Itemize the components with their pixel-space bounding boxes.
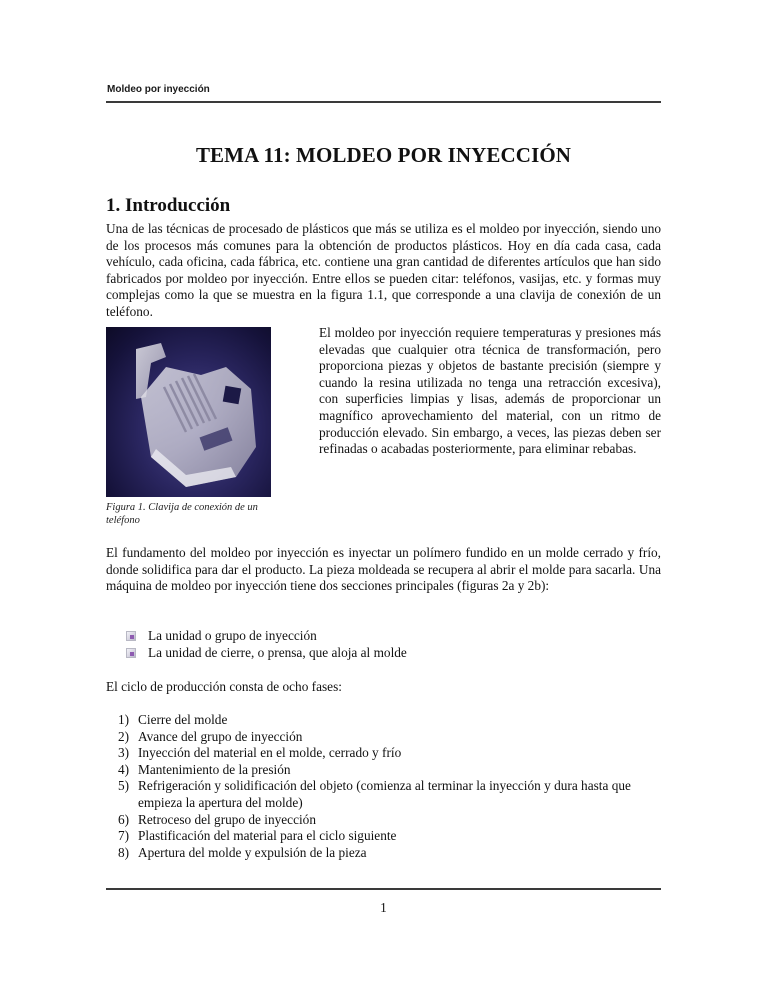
step-text: Cierre del molde [138, 712, 228, 727]
image-bullet-icon [126, 648, 136, 658]
connector-photo [106, 327, 271, 497]
section-heading: 1. Introducción [106, 195, 231, 216]
header-rule [106, 101, 661, 103]
running-header: Moldeo por inyección [107, 84, 210, 95]
step-item [118, 778, 661, 811]
machine-sections-list [126, 628, 407, 661]
step-item [118, 745, 661, 762]
step-number: 4) [118, 761, 130, 777]
figure-1 [106, 327, 271, 527]
step-number: 7) [118, 828, 130, 844]
requirements-paragraph: El moldeo por inyección requiere temperaturas y presiones más elevadas que cualquier otra técnica de transformación, pero proporciona piezas y objetos de bastante precisión (siempre y cuando la resina utilizada no tenga una retracción excesiva), con superficies limpias y lisas, además de proporcionar un magnífico aprovechamiento del material, con un ritmo de producción elevado. Sin embargo, a veces, las piezas deben ser refinadas o acabadas posteriormente, para eliminar rebabas. [319, 325, 661, 457]
telephone-connector-image [106, 327, 271, 497]
footer-rule [106, 888, 661, 890]
step-text: Apertura del molde y expulsión de la pieza [138, 844, 367, 860]
step-text: Refrigeración y solidificación del objeto (comienza al terminar la inyección y dura hasta que empieza la apertura del molde) [138, 778, 631, 810]
list-item [126, 628, 407, 645]
step-number: 3) [118, 745, 130, 761]
cycle-intro-paragraph: El ciclo de producción consta de ocho fases: [106, 679, 342, 694]
figure-caption: Figura 1. Clavija de conexión de un teléfono [106, 502, 258, 526]
page-title: TEMA 11: MOLDEO POR INYECCIÓN [195, 143, 572, 167]
list-item-text: La unidad o grupo de inyección [148, 628, 317, 643]
step-text: Mantenimiento de la presión [138, 761, 291, 777]
step-text: Inyección del material en el molde, cerrado y frío [138, 745, 402, 761]
step-number: 2) [118, 728, 130, 744]
step-text: Retroceso del grupo de inyección [138, 811, 316, 827]
step-number: 1) [118, 712, 130, 727]
list-item [126, 645, 407, 662]
production-cycle-steps [118, 712, 661, 861]
step-item [118, 762, 661, 779]
page-number: 1 [380, 900, 387, 915]
step-item [118, 845, 661, 862]
list-item-text: La unidad de cierre, o prensa, que aloja al molde [148, 644, 407, 660]
step-text: Avance del grupo de inyección [138, 728, 303, 744]
step-item [118, 712, 661, 729]
step-item [118, 812, 661, 829]
step-number: 6) [118, 811, 130, 827]
step-item [118, 828, 661, 845]
image-bullet-icon [126, 631, 136, 641]
intro-paragraph: Una de las técnicas de procesado de plásticos que más se utiliza es el moldeo por inyección, siendo uno de los procesos más comunes para la obtención de productos plásticos. Hoy en día cada casa, cada vehículo, cada oficina, cada fábrica, etc. contiene una gran cantidad de diferentes artículos que han sido fabricados por moldeo por inyección. Entre ellos se pueden citar: teléfonos, vasijas, etc. y formas muy complejas como la que se muestra en la figura 1.1, que corresponde a una clavija de conexión de un teléfono. [106, 221, 661, 319]
step-number: 8) [118, 844, 130, 860]
step-number: 5) [118, 778, 130, 794]
fundamentals-paragraph: El fundamento del moldeo por inyección es inyectar un polímero fundido en un molde cerrado y frío, donde solidifica para dar el producto. La pieza moldeada se recupera al abrir el molde para sacarla. Una máquina de moldeo por inyección tiene dos secciones principales (figuras 2a y 2b): [106, 545, 661, 594]
step-item [118, 729, 661, 746]
step-text: Plastificación del material para el ciclo siguiente [138, 828, 397, 844]
